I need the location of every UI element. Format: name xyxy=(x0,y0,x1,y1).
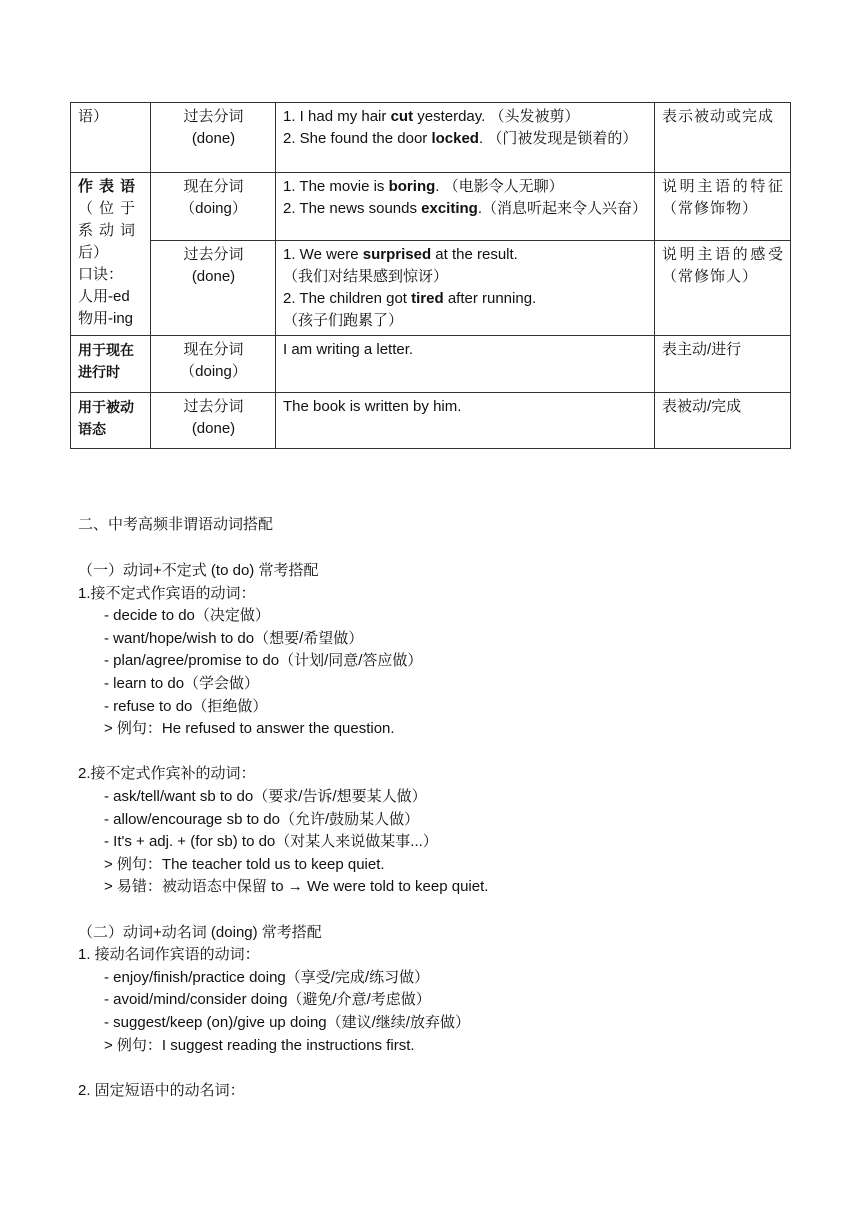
function-note: 表示被动或完成 xyxy=(662,108,775,125)
example-translation: （孩子们跑累了） xyxy=(283,312,404,329)
list-item: - plan/agree/promise to do（计划/同意/答应做） xyxy=(104,652,423,670)
form-cell xyxy=(151,173,276,241)
usage-text: 口诀： xyxy=(78,266,124,283)
form-name: 过去分词 xyxy=(183,398,244,415)
group-title: 1.接不定式作宾语的动词： xyxy=(78,584,256,602)
usage-text: 进行时 xyxy=(78,364,120,380)
usage-text: 用于被动 xyxy=(78,399,134,415)
usage-text: （位于 xyxy=(78,200,142,217)
example-item: > 例句：He refused to answer the question. xyxy=(104,720,395,738)
table-row xyxy=(71,393,791,449)
function-cell xyxy=(655,241,791,336)
example-sentence: I am writing a letter. xyxy=(283,341,414,358)
usage-cell xyxy=(71,336,151,393)
usage-text: 人用-ed xyxy=(78,288,130,305)
list-item: - avoid/mind/consider doing（避免/介意/考虑做） xyxy=(104,991,431,1009)
participle-usage-table xyxy=(70,102,791,449)
usage-text: 物用-ing xyxy=(78,310,134,327)
function-note: 说明主语的感受（常修饰人） xyxy=(662,246,784,285)
example-cell xyxy=(276,336,655,393)
example-sentence: 1. The movie is boring. （电影令人无聊） xyxy=(283,178,564,195)
form-name: 现在分词 xyxy=(183,341,244,358)
mistake-item: > 易错：被动语态中保留 to → We were told to keep quiet. xyxy=(104,878,489,896)
form-term: (done) xyxy=(191,130,236,147)
function-cell xyxy=(655,173,791,241)
example-sentence: 1. I had my hair cut yesterday. （头发被剪） xyxy=(283,108,580,125)
table-row xyxy=(71,336,791,393)
table-row xyxy=(71,241,791,336)
table-row xyxy=(71,103,791,173)
list-item: - ask/tell/want sb to do（要求/告诉/想要某人做） xyxy=(104,788,427,806)
usage-cell xyxy=(71,393,151,449)
list-item: - decide to do（决定做） xyxy=(104,607,270,625)
usage-text: 作表语 xyxy=(78,178,142,195)
usage-text: 系动词 xyxy=(78,222,142,239)
example-cell xyxy=(276,241,655,336)
form-name: 过去分词 xyxy=(183,246,244,263)
example-sentence: 2. The news sounds exciting.（消息听起来令人兴奋） xyxy=(283,200,648,217)
form-cell xyxy=(151,103,276,173)
collocation-section xyxy=(78,514,818,1102)
part-title: （二）动词+动名词 (doing) 常考搭配 xyxy=(78,923,322,941)
list-item: - suggest/keep (on)/give up doing（建议/继续/放弃做） xyxy=(104,1013,470,1031)
usage-cell xyxy=(71,173,151,336)
list-item: - learn to do（学会做） xyxy=(104,675,260,693)
usage-text: 后） xyxy=(78,244,109,261)
list-item: - allow/encourage sb to do（允许/鼓励某人做） xyxy=(104,810,420,828)
form-term: (done) xyxy=(191,420,236,437)
example-sentence: 2. The children got tired after running. xyxy=(283,290,537,307)
table-row xyxy=(71,173,791,241)
form-name: 现在分词 xyxy=(183,178,244,195)
function-note: 表主动/进行 xyxy=(662,341,742,358)
form-term: （doing） xyxy=(180,363,247,380)
list-item: - enjoy/finish/practice doing（享受/完成/练习做） xyxy=(104,968,430,986)
example-sentence: 1. We were surprised at the result. xyxy=(283,246,518,263)
example-item: > 例句：The teacher told us to keep quiet. xyxy=(104,855,385,873)
example-item: > 例句：I suggest reading the instructions first. xyxy=(104,1036,415,1054)
form-name: 过去分词 xyxy=(183,108,244,125)
group-title: 2.接不定式作宾补的动词： xyxy=(78,765,256,783)
example-cell xyxy=(276,103,655,173)
function-cell xyxy=(655,393,791,449)
form-cell xyxy=(151,393,276,449)
usage-text: 用于现在 xyxy=(78,342,134,358)
function-cell xyxy=(655,103,791,173)
function-cell xyxy=(655,336,791,393)
example-cell xyxy=(276,173,655,241)
form-term: （doing） xyxy=(180,200,247,217)
section-heading: 二、中考高频非谓语动词搭配 xyxy=(78,516,274,533)
function-note: 表被动/完成 xyxy=(662,398,742,415)
list-item: - refuse to do（拒绝做） xyxy=(104,697,268,715)
usage-cell xyxy=(71,103,151,173)
part-title: （一）动词+不定式 (to do) 常考搭配 xyxy=(78,562,319,580)
form-cell xyxy=(151,241,276,336)
usage-text: 语态 xyxy=(78,421,106,437)
group-title: 2. 固定短语中的动名词： xyxy=(78,1081,245,1099)
example-sentence: 2. She found the door locked. （门被发现是锁着的） xyxy=(283,130,638,147)
list-item: - It's + adj. + (for sb) to do（对某人来说做某事...） xyxy=(104,833,438,851)
form-cell xyxy=(151,336,276,393)
usage-text: 语） xyxy=(78,108,109,125)
list-item: - want/hope/wish to do（想要/希望做） xyxy=(104,629,364,647)
group-title: 1. 接动名词作宾语的动词： xyxy=(78,946,260,964)
function-note: 说明主语的特征（常修饰物） xyxy=(662,178,784,217)
example-sentence: The book is written by him. xyxy=(283,398,462,415)
form-term: (done) xyxy=(191,268,236,285)
example-translation: （我们对结果感到惊讶） xyxy=(283,268,449,285)
example-cell xyxy=(276,393,655,449)
